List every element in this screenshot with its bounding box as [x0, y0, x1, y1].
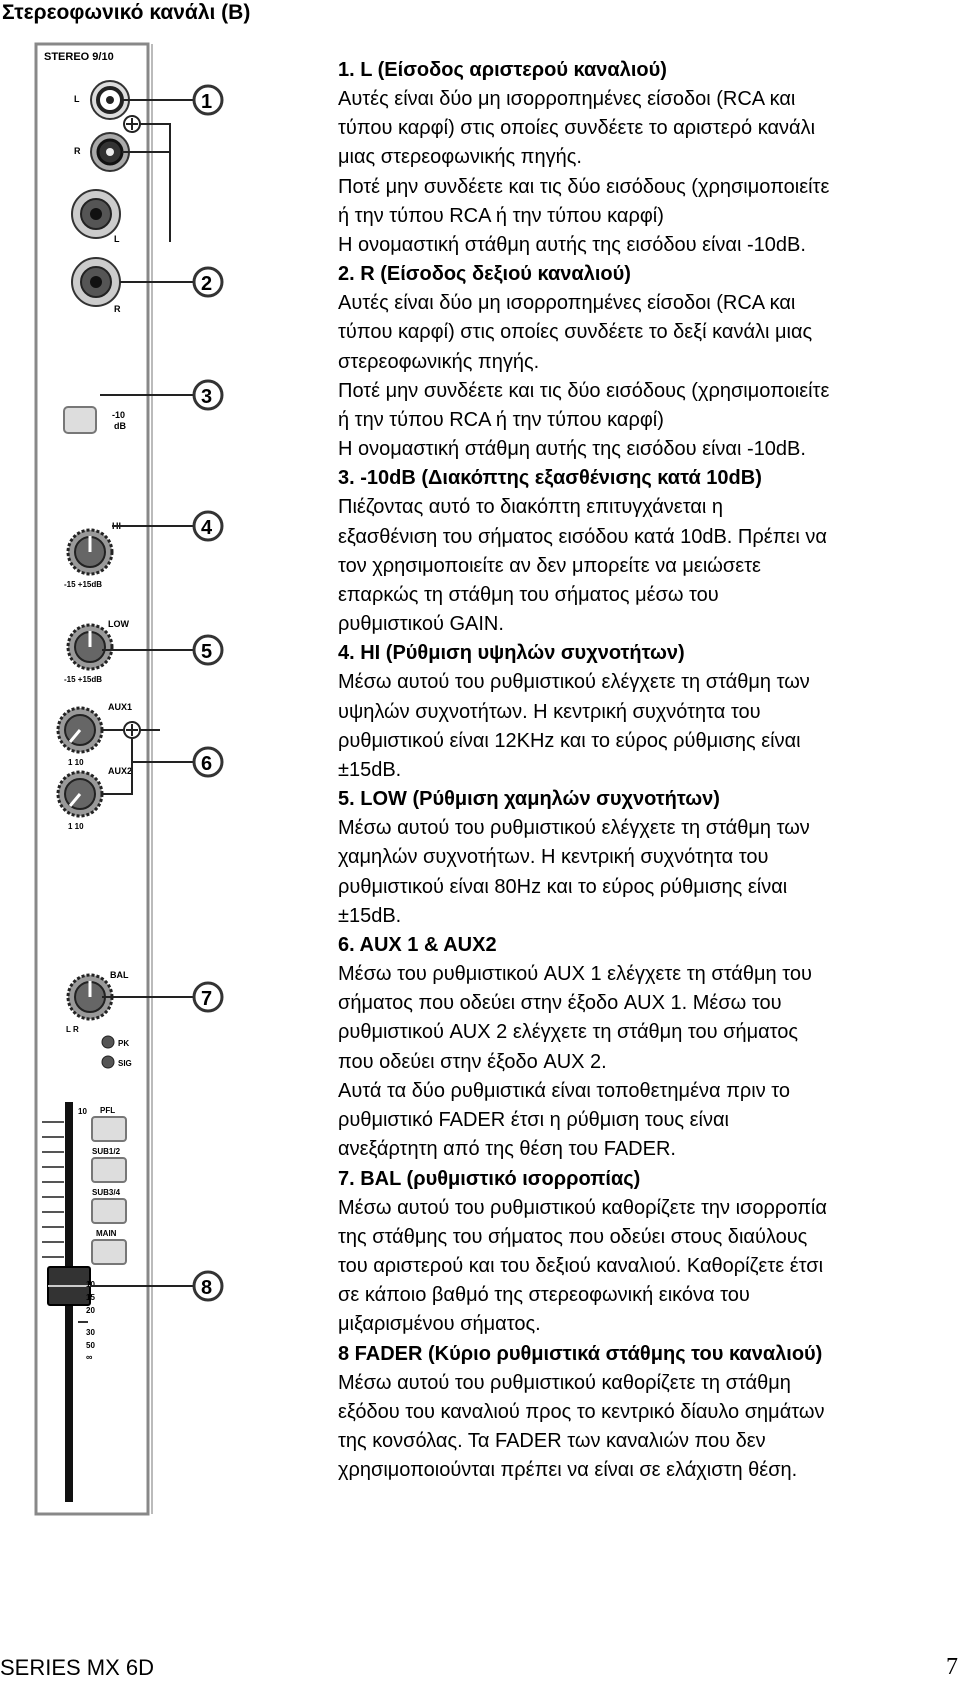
- sig-led: [102, 1056, 114, 1068]
- item-5: [338, 785, 956, 931]
- item-1: [338, 56, 956, 260]
- bal-label: BAL: [110, 970, 129, 980]
- pad-10db-button[interactable]: [64, 407, 96, 433]
- callout-7: [194, 983, 222, 1011]
- sub12-label: SUB1/2: [92, 1147, 121, 1156]
- item-line: χρησιμοποιούνται πρέπει να είναι σε ελάχιστη θέση.: [338, 1459, 798, 1482]
- item-line: σε κάποιο βαθμό της στερεοφωνική εικόνα του: [338, 1284, 750, 1307]
- fader-mark-15: 15: [86, 1293, 95, 1302]
- item-7: [338, 1165, 956, 1340]
- main-button[interactable]: [92, 1240, 126, 1264]
- strip-header: STEREO 9/10: [44, 51, 114, 63]
- pk-led: [102, 1036, 114, 1048]
- fader-mark-inf: ∞: [86, 1352, 93, 1362]
- jack-label-r: R: [74, 146, 81, 156]
- aux1-knob[interactable]: [58, 708, 102, 752]
- item-line: ±15dB.: [338, 904, 402, 927]
- page-title: Στερεοφωνικό κανάλι (B): [2, 1, 251, 24]
- main-label: MAIN: [96, 1229, 117, 1238]
- aux1-label: AUX1: [108, 702, 133, 712]
- sub34-label: SUB3/4: [92, 1188, 121, 1197]
- callout-5: [194, 636, 222, 664]
- item-line: υψηλών συχνοτήτων. Η κεντρική συχνότητα του: [338, 700, 761, 723]
- callout-3: [194, 381, 222, 409]
- item-line: Μέσω αυτού του ρυθμιστικού ελέγχετε τη στάθμη των: [338, 671, 810, 694]
- footer-series: SERIES MX 6D: [0, 1655, 155, 1680]
- item-line: ή την τύπου RCA ή την τύπου καρφί): [338, 409, 664, 432]
- item-line: Πιέζοντας αυτό το διακόπτη επιτυγχάνεται η: [338, 496, 724, 519]
- callout-6: [194, 748, 222, 776]
- item-line: εξασθένιση του σήματος εισόδου κατά 10dB. Πρέπει να: [338, 525, 827, 548]
- aux2-label: AUX2: [108, 766, 133, 776]
- item-line: ή την τύπου RCA ή την τύπου καρφί): [338, 204, 664, 227]
- item-line: Μέσω αυτού του ρυθμιστικού καθορίζετε την ισορροπία: [338, 1196, 827, 1219]
- item-line: που οδεύει στην έξοδο AUX 2.: [338, 1050, 607, 1073]
- low-range: -15 +15dB: [64, 675, 103, 684]
- aux2-knob[interactable]: [58, 772, 102, 816]
- hi-range: -15 +15dB: [64, 580, 103, 589]
- item-line: σήματος που οδεύει στην έξοδο AUX 1. Μέσω του: [338, 992, 782, 1015]
- svg-text:6: 6: [201, 753, 213, 775]
- item-line: επαρκώς τη στάθμη του σήματος μέσω του: [338, 584, 719, 607]
- svg-text:8: 8: [201, 1277, 213, 1299]
- item-title: 1. L (Είσοδος αριστερού καναλιού): [338, 59, 667, 81]
- item-6: [338, 931, 956, 1164]
- item-line: ρυθμιστικού AUX 2 ελέγχετε τη στάθμη του σήματος: [338, 1021, 799, 1044]
- hi-knob[interactable]: [68, 530, 112, 574]
- pfl-button[interactable]: [92, 1117, 126, 1141]
- item-line: τύπου καρφί) στις οποίες συνδέετε το δεξί κανάλι μιας: [338, 321, 813, 344]
- fader-mark-30: 30: [86, 1328, 95, 1337]
- item-line: ρυθμιστικό FADER έτσι η ρύθμιση τους είναι: [338, 1109, 729, 1132]
- callout-8: [194, 1272, 222, 1300]
- svg-text:2: 2: [201, 273, 213, 295]
- jack-socket-right[interactable]: [72, 258, 120, 306]
- item-line: μιξαρισμένου σήματος.: [338, 1313, 541, 1336]
- item-line: Μέσω αυτού του ρυθμιστικού ελέγχετε τη στάθμη των: [338, 817, 810, 840]
- item-line: τον χρησιμοποιείτε αν δεν μπορείτε να μειώσετε: [338, 554, 761, 577]
- item-title: 2. R (Είσοδος δεξιού καναλιού): [338, 263, 631, 286]
- item-line: μιας στερεοφωνικής πηγής.: [338, 146, 582, 169]
- item-title: 6. AUX 1 & AUX2: [338, 934, 497, 957]
- pad-label-top: -10: [112, 410, 126, 420]
- item-title: 4. HI (Ρύθμιση υψηλών συχνοτήτων): [338, 642, 685, 665]
- item-line: τύπου καρφί) στις οποίες συνδέετε το αριστερό κανάλι: [338, 117, 816, 140]
- item-line: Ποτέ μην συνδέετε και τις δύο εισόδους (χρησιμοποιείτε: [338, 379, 830, 402]
- item-line: της στάθμης του σήματος που οδεύει στους διαύλους: [338, 1225, 808, 1248]
- footer-page-number: 7: [946, 1654, 958, 1680]
- item-line: Αυτές είναι δύο μη ισορροπημένες είσοδοι (RCA και: [338, 88, 796, 110]
- jack-socket-left[interactable]: [72, 190, 120, 238]
- item-line: ρυθμιστικού είναι 12KHz και το εύρος ρύθμισης είναι: [338, 729, 801, 752]
- sub12-button[interactable]: [92, 1158, 126, 1182]
- item-line: χαμηλών συχνοτήτων. Η κεντρική συχνότητα του: [338, 846, 769, 869]
- hi-label: HI: [112, 521, 121, 531]
- callout-1: [194, 86, 222, 114]
- fader-mark-50: 50: [86, 1341, 95, 1350]
- low-knob[interactable]: [68, 625, 112, 669]
- descriptions: [338, 56, 956, 1485]
- svg-text:1: 1: [201, 91, 213, 113]
- svg-text:5: 5: [201, 641, 213, 663]
- item-line: στερεοφωνικής πηγής.: [338, 350, 540, 373]
- fader-mark-10-top: 10: [78, 1107, 87, 1116]
- item-line: ±15dB.: [338, 759, 402, 782]
- item-line: Ποτέ μην συνδέετε και τις δύο εισόδους (χρησιμοποιείτε: [338, 175, 830, 198]
- item-4: [338, 639, 956, 785]
- sig-label: SIG: [118, 1059, 132, 1068]
- jack2-label-l: L: [114, 234, 120, 244]
- aux2-range: 1 10: [68, 822, 84, 831]
- item-line: Η ονομαστική στάθμη αυτής της εισόδου είναι -10dB.: [338, 234, 806, 257]
- pad-label-bottom: dB: [114, 421, 126, 431]
- channel-strip-diagram: [30, 42, 340, 1522]
- fader-mark-20: 20: [86, 1306, 95, 1315]
- item-3: [338, 464, 956, 639]
- callout-4: [194, 512, 222, 540]
- item-title: 5. LOW (Ρύθμιση χαμηλών συχνοτήτων): [338, 788, 720, 811]
- item-line: Μέσω του ρυθμιστικού AUX 1 ελέγχετε τη στάθμη του: [338, 963, 812, 986]
- low-label: LOW: [108, 619, 129, 629]
- callout-2: [194, 268, 222, 296]
- item-8: [338, 1340, 956, 1486]
- jack2-label-r: R: [114, 304, 121, 314]
- item-line: της κονσόλας. Τα FADER των καναλιών που δεν: [338, 1429, 766, 1452]
- pk-label: PK: [118, 1039, 130, 1048]
- item-line: Η ονομαστική στάθμη αυτής της εισόδου είναι -10dB.: [338, 438, 806, 461]
- item-line: του αριστερού και του δεξιού καναλιού. Καθορίζετε έτσι: [338, 1254, 824, 1277]
- svg-text:3: 3: [201, 386, 213, 408]
- pfl-label: PFL: [100, 1106, 116, 1115]
- item-line: Μέσω αυτού του ρυθμιστικού καθορίζετε τη στάθμη: [338, 1371, 791, 1394]
- item-line: Αυτές είναι δύο μη ισορροπημένες είσοδοι (RCA και: [338, 292, 796, 315]
- item-title: 8 FADER (Κύριο ρυθμιστικά στάθμης του καναλιού): [338, 1342, 823, 1365]
- jack-label-l: L: [74, 94, 80, 104]
- item-2: [338, 260, 956, 464]
- fader-mark-10: 10: [86, 1280, 95, 1289]
- item-title: 3. -10dB (Διακόπτης εξασθένισης κατά 10dB): [338, 467, 762, 490]
- bal-range: L R: [66, 1025, 79, 1034]
- aux1-range: 1 10: [68, 758, 84, 767]
- svg-text:4: 4: [201, 517, 213, 539]
- svg-text:7: 7: [201, 988, 213, 1010]
- item-line: Αυτά τα δύο ρυθμιστικά είναι τοποθετημένα πριν το: [338, 1079, 791, 1102]
- item-line: ανεξάρτητη από της θέση του FADER.: [338, 1138, 676, 1161]
- sub34-button[interactable]: [92, 1199, 126, 1223]
- item-title: 7. BAL (ρυθμιστικό ισορροπίας): [338, 1167, 641, 1190]
- item-line: ρυθμιστικού GAIN.: [338, 613, 504, 636]
- item-line: εξόδου του καναλιού προς το κεντρικό δίαυλο σημάτων: [338, 1400, 825, 1423]
- item-line: ρυθμιστικού είναι 80Hz και το εύρος ρύθμισης είναι: [338, 875, 788, 898]
